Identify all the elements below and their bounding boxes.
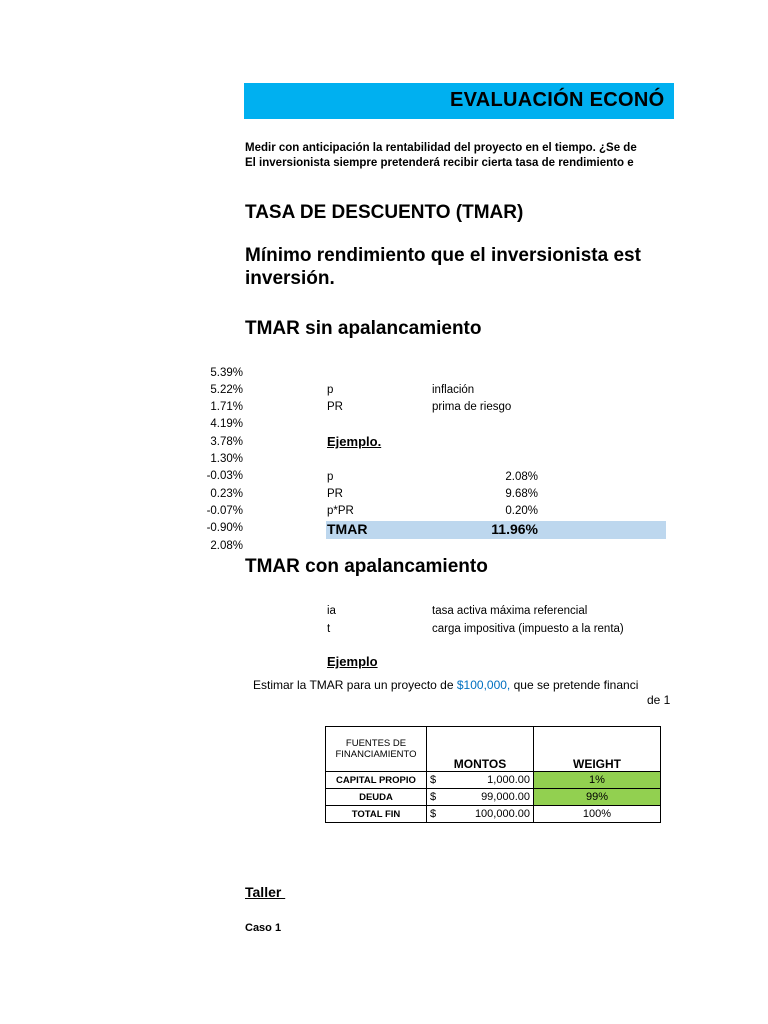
page-title: EVALUACIÓN ECONÓ [450, 89, 665, 111]
row-weight: 99% [534, 789, 661, 806]
tmar-label: TMAR [327, 521, 368, 537]
def-symbol: ia [327, 605, 336, 617]
heading-tmar-con: TMAR con apalancamiento [245, 556, 488, 577]
row-label: CAPITAL PROPIO [326, 772, 427, 789]
estimar-amount: $100,000, [456, 678, 511, 692]
estimar-prefix: Estimar la TMAR para un proyecto de [253, 678, 457, 692]
def-description: tasa activa máxima referencial [432, 605, 588, 617]
intro-line-1: Medir con anticipación la rentabilidad del proyecto en el tiempo. ¿Se de [245, 142, 637, 154]
heading-minimo-line-1: Mínimo rendimiento que el inversionista est [245, 245, 641, 266]
row-amount: 100,000.00 [474, 808, 530, 820]
left-value: 1.71% [210, 401, 243, 413]
table-row [326, 806, 661, 823]
left-value: 1.30% [210, 453, 243, 465]
row-label: DEUDA [326, 789, 427, 806]
table-row [326, 772, 661, 789]
row-amount-cell [427, 789, 534, 806]
header-weight: WEIGHT [534, 727, 661, 772]
example-symbol: PR [327, 488, 343, 500]
row-amount-cell [427, 806, 534, 823]
table-header-row [326, 727, 661, 772]
taller-label: Taller [245, 884, 286, 900]
left-value: 3.78% [210, 436, 243, 448]
heading-tmar-sin: TMAR sin apalancamiento [245, 318, 482, 339]
ejemplo-con-label: Ejemplo [327, 654, 378, 669]
left-value: 5.22% [210, 384, 243, 396]
row-amount: 99,000.00 [481, 791, 530, 803]
heading-tasa-descuento: TASA DE DESCUENTO (TMAR) [245, 202, 524, 223]
example-value: 0.20% [505, 505, 538, 517]
header-montos: MONTOS [427, 727, 534, 772]
left-value: 5.39% [210, 367, 243, 379]
ejemplo-label: Ejemplo. [327, 434, 382, 449]
currency-symbol: $ [430, 774, 437, 786]
def-symbol: t [327, 623, 331, 635]
financing-table [325, 726, 661, 823]
row-amount-cell [427, 772, 534, 789]
caso-label: Caso 1 [245, 922, 282, 934]
example-symbol: p [327, 471, 334, 483]
header-fuentes: FUENTES DE FINANCIAMIENTO [326, 727, 427, 772]
estimar-suffix: que se pretende financi [510, 678, 639, 692]
left-value: 4.19% [210, 418, 243, 430]
currency-symbol: $ [430, 808, 437, 820]
currency-symbol: $ [430, 791, 437, 803]
left-value: 0.23% [210, 488, 243, 500]
left-value: -0.90% [206, 522, 243, 534]
estimar-text [253, 678, 638, 692]
row-weight: 100% [534, 806, 661, 823]
intro-line-2: El inversionista siempre pretenderá recibir cierta tasa de rendimiento e [245, 157, 634, 169]
tmar-value: 11.96% [491, 521, 538, 537]
row-amount: 1,000.00 [487, 774, 530, 786]
def-description: carga impositiva (impuesto a la renta) [432, 623, 624, 635]
def-symbol: PR [327, 401, 343, 413]
example-value: 2.08% [505, 471, 538, 483]
def-symbol: p [327, 384, 334, 396]
table-row [326, 789, 661, 806]
row-label: TOTAL FIN [326, 806, 427, 823]
heading-minimo-line-2: inversión. [245, 268, 335, 289]
left-value: -0.07% [206, 505, 243, 517]
estimar-line-2: de 1 [647, 693, 671, 707]
left-value: -0.03% [206, 470, 243, 482]
left-value: 2.08% [210, 540, 243, 552]
example-value: 9.68% [505, 488, 538, 500]
def-description: prima de riesgo [432, 401, 512, 413]
row-weight: 1% [534, 772, 661, 789]
def-description: inflación [432, 384, 475, 396]
example-symbol: p*PR [327, 505, 354, 517]
